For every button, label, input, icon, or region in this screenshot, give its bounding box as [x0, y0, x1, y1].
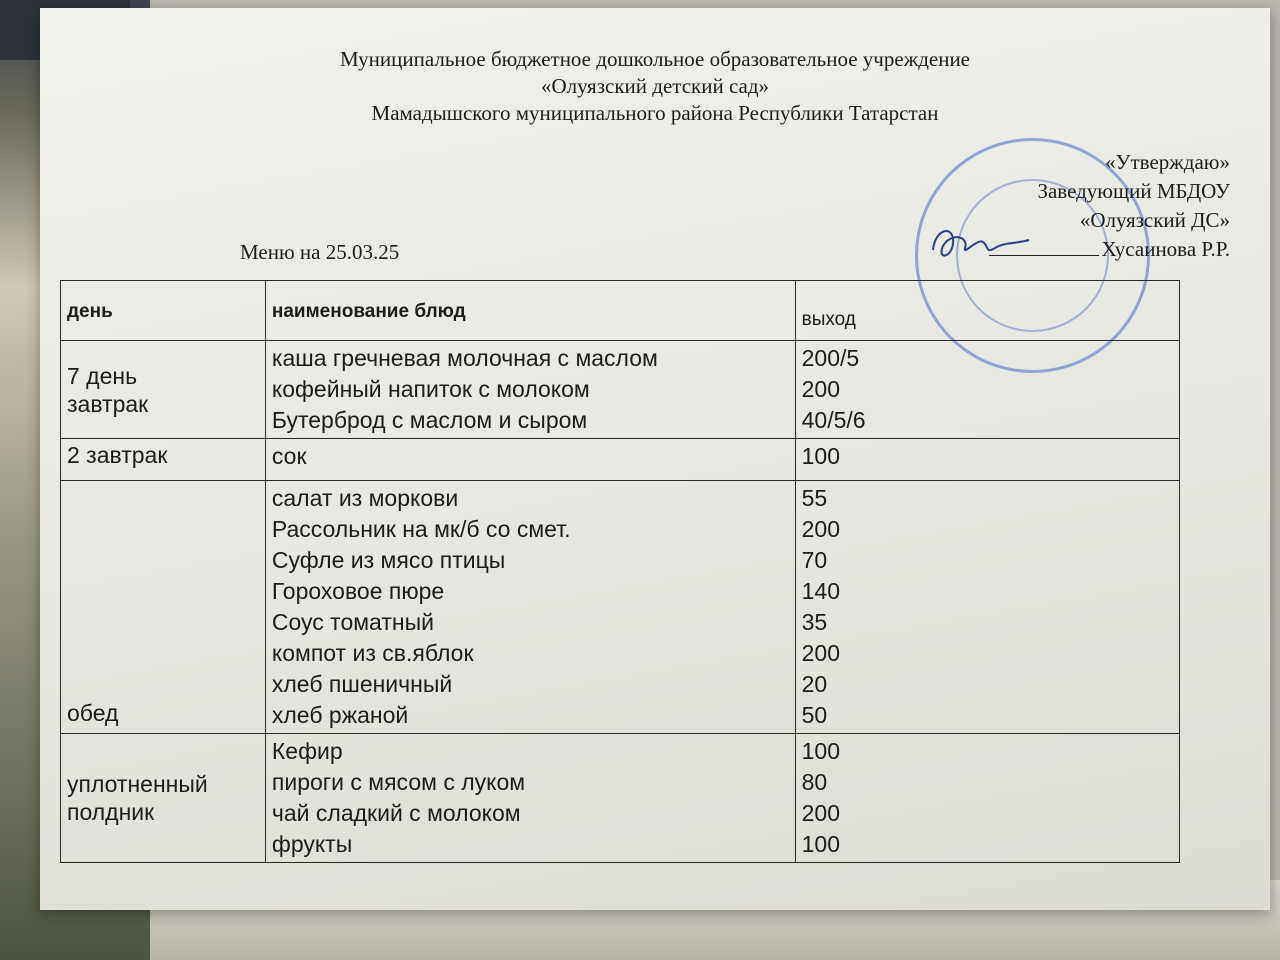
meal-label: 2 завтрак: [67, 442, 168, 468]
document-header: [40, 46, 1270, 127]
yield-value: 80: [801, 769, 828, 795]
dish-name: кофейный напиток с молоком: [271, 376, 590, 402]
table-row: [61, 734, 1180, 863]
yield-value: 40/5/6: [801, 407, 866, 433]
menu-date: Меню на 25.03.25: [240, 240, 400, 264]
yield-value: 100: [801, 443, 840, 469]
dish-name: каша гречневая молочная с маслом: [271, 345, 658, 371]
dish-cell: [265, 481, 795, 734]
header-day: день: [61, 281, 266, 341]
yield-cell: [795, 734, 1179, 863]
dish-name: Гороховое пюре: [271, 578, 445, 604]
yield-value: 55: [801, 485, 828, 511]
approver-position: Заведующий МБДОУ: [1037, 179, 1230, 203]
header-dish: наименование блюд: [265, 281, 795, 341]
dish-name: Бутерброд с маслом и сыром: [271, 407, 588, 433]
meal-cell: [61, 481, 266, 734]
table-row: [61, 341, 1180, 439]
yield-value: 35: [801, 609, 828, 635]
yield-cell: [795, 439, 1179, 481]
menu-table: [60, 280, 1180, 863]
meal-label: уплотненный: [67, 771, 208, 797]
yield-value: 100: [801, 738, 840, 764]
dish-name: фрукты: [271, 831, 353, 857]
dish-name: хлеб пшеничный: [271, 671, 453, 697]
header-line-3: Мамадышского муниципального района Республики Татарстан: [371, 101, 939, 125]
table-row: [61, 439, 1180, 481]
approve-label: «Утверждаю»: [1105, 150, 1230, 174]
meal-cell: [61, 734, 266, 863]
yield-value: 200: [801, 640, 840, 666]
meal-cell: [61, 439, 266, 481]
dish-cell: [265, 341, 795, 439]
yield-value: 200: [801, 376, 840, 402]
approver-name-line: [989, 235, 1230, 264]
dish-name: сок: [271, 443, 307, 469]
signature-line: [989, 255, 1099, 256]
yield-cell: [795, 341, 1179, 439]
dish-cell: [265, 439, 795, 481]
approval-block: [989, 148, 1230, 264]
dish-name: салат из моркови: [271, 485, 459, 511]
yield-value: 200: [801, 800, 840, 826]
dish-name: Суфле из мясо птицы: [271, 547, 506, 573]
header-yield: выход: [795, 281, 1179, 341]
dish-name: компот из св.яблок: [271, 640, 474, 666]
yield-value: 140: [801, 578, 840, 604]
dish-name: Кефир: [271, 738, 343, 764]
dish-name: пироги с мясом с луком: [271, 769, 526, 795]
header-line-2: «Олуязский детский сад»: [540, 74, 770, 98]
approver-organization: «Олуязский ДС»: [1079, 208, 1230, 232]
meal-label: полдник: [67, 799, 155, 825]
menu-document: [40, 8, 1270, 910]
yield-value: 20: [801, 671, 828, 697]
table-header-row: [61, 281, 1180, 341]
dish-name: хлеб ржаной: [271, 702, 409, 728]
yield-value: 100: [801, 831, 840, 857]
yield-value: 200/5: [801, 345, 860, 371]
meal-label: 7 день: [67, 362, 138, 389]
meal-cell: [61, 341, 266, 439]
yield-value: 50: [801, 702, 828, 728]
dish-name: чай сладкий с молоком: [271, 800, 521, 826]
approver-name: Хусаинова Р.Р.: [1101, 237, 1230, 261]
meal-label: обед: [67, 700, 119, 726]
dish-name: Рассольник на мк/б со смет.: [271, 516, 571, 542]
meal-label: завтрак: [67, 390, 149, 417]
yield-value: 200: [801, 516, 840, 542]
dish-cell: [265, 734, 795, 863]
dish-name: Соус томатный: [271, 609, 434, 635]
header-line-1: Муниципальное бюджетное дошкольное образовательное учреждение: [340, 47, 970, 71]
yield-cell: [795, 481, 1179, 734]
table-row: [61, 481, 1180, 734]
yield-value: 70: [801, 547, 828, 573]
